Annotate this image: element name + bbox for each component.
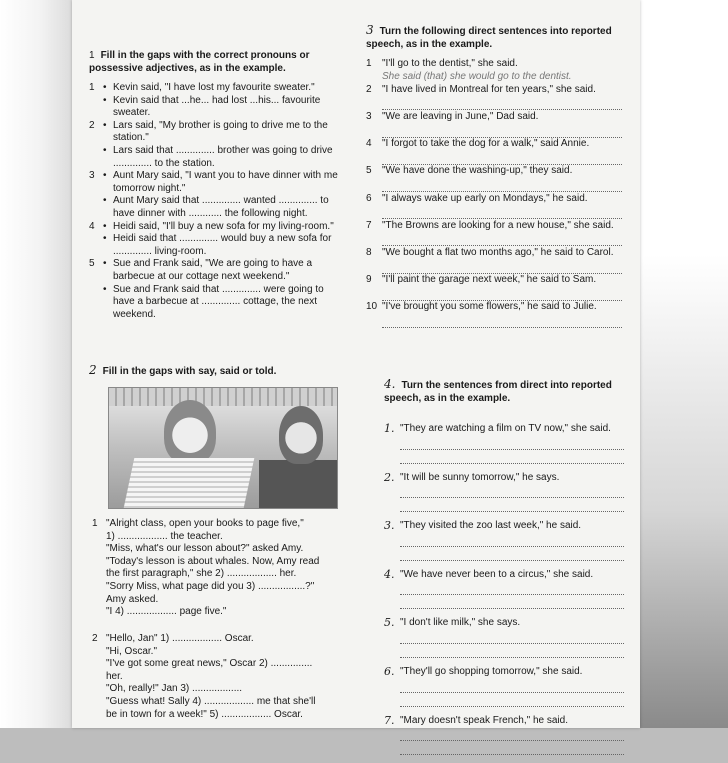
- answer-line[interactable]: [400, 534, 624, 547]
- spacer: [89, 145, 103, 170]
- answer-line[interactable]: [382, 261, 622, 274]
- dialogue-2-number: 2: [92, 633, 98, 644]
- dialogue-line: the first paragraph," she 2) .................. her.: [106, 568, 297, 580]
- answer-line[interactable]: [400, 645, 624, 658]
- dialogue-line: "Sorry Miss, what page did you 3) .................?": [106, 580, 315, 592]
- ex4-item-number: 5.: [384, 616, 395, 630]
- bullet: •: [103, 94, 107, 106]
- ex1-item-gap-text: Aunt Mary said that .............. wanted .............. to have dinner with ............ the following night.: [113, 195, 329, 219]
- ex3-item-sentence: "I forgot to take the dog for a walk," said Annie.: [382, 138, 590, 150]
- ex4-item: [384, 472, 624, 513]
- exercise-1-items: [89, 82, 345, 321]
- bullet: •: [103, 220, 107, 232]
- exercise-3-title: Turn the following direct sentences into reported speech, as in the example.: [366, 26, 612, 50]
- ex3-item-number: 3: [366, 110, 372, 122]
- dialogue-line: 1) .................. the teacher.: [106, 530, 223, 542]
- ex4-item-sentence: "I don't like milk," she says.: [400, 617, 521, 629]
- ex1-item-gap-text: Heidi said that .............. would buy a new sofa for .............. living-room.: [113, 233, 332, 257]
- answer-line[interactable]: [382, 152, 622, 165]
- ex4-item-sentence: "They are watching a film on TV now," she said.: [400, 423, 611, 434]
- ex3-item: [366, 193, 622, 220]
- ex3-item-number: 2: [366, 83, 372, 95]
- exercise-1: [89, 49, 345, 321]
- exercise-2: [89, 364, 345, 378]
- ex4-item-number: 4.: [384, 567, 395, 581]
- ex1-item-number: 3: [89, 170, 95, 182]
- exercise-2-heading: [89, 364, 345, 378]
- dialogue-line: "Guess what! Sally 4) .................. me that she'll: [106, 695, 316, 707]
- scan-left-margin: [0, 0, 72, 728]
- exercise-4-title: Turn the sentences from direct into reported speech, as in the example.: [384, 380, 612, 404]
- ex1-item-reported: [89, 195, 345, 220]
- ex4-item: [384, 666, 624, 707]
- ex3-item-sentence: "I'll paint the garage next week," he said to Sam.: [382, 274, 597, 286]
- dialogue-line: "I've got some great news," Oscar 2) ...............: [106, 658, 313, 670]
- ex1-item-direct: [89, 120, 345, 145]
- ex3-item-number: 4: [366, 138, 372, 150]
- dialogue-line: "Miss, what's our lesson about?" asked Amy.: [106, 543, 304, 555]
- dialogue-line: "I 4) .................. page five.": [106, 606, 227, 618]
- bullet: •: [103, 195, 107, 207]
- ex4-item: [384, 423, 624, 464]
- ex1-item-reported: [89, 284, 345, 322]
- spacer: [89, 195, 103, 220]
- ex4-item-number: 3.: [384, 519, 395, 533]
- ex1-item-direct-text: Lars said, "My brother is going to drive me to the station.": [113, 119, 328, 144]
- scan-right-margin: [640, 0, 728, 728]
- ex3-item: [366, 247, 622, 274]
- exercise-4-number: 4.: [384, 377, 396, 391]
- answer-line[interactable]: [382, 288, 622, 301]
- answer-line[interactable]: [382, 125, 622, 138]
- exercise-3-number: 3: [366, 23, 374, 37]
- ex3-example-answer: She said (that) she would go to the dentist.: [382, 70, 572, 82]
- exercise-1-number: 1: [89, 50, 95, 61]
- answer-line[interactable]: [400, 596, 624, 609]
- ex1-item-direct-text: Kevin said, "I have lost my favourite sweater.": [113, 82, 315, 93]
- dialogue-line: Amy asked.: [106, 593, 159, 605]
- ex1-item-direct-text: Heidi said, "I'll buy a new sofa for my living-room.": [113, 220, 334, 232]
- ex1-item-gap-text: Kevin said that ...he... had lost ...his... favourite sweater.: [113, 94, 321, 119]
- ex4-item: [384, 715, 624, 756]
- ex4-item-number: 6.: [384, 664, 395, 678]
- photo-girl-right: [279, 406, 323, 464]
- classroom-photo: [108, 387, 338, 509]
- answer-line[interactable]: [400, 485, 624, 498]
- answer-line[interactable]: [400, 728, 624, 741]
- ex3-item-sentence: "We have done the washing-up," they said.: [382, 165, 573, 177]
- ex1-item-number: 5: [89, 258, 95, 270]
- ex1-item-number: 2: [89, 119, 95, 131]
- dialogue-line: "Oh, really!" Jan 3) ..................: [106, 683, 243, 695]
- answer-line[interactable]: [382, 97, 622, 110]
- ex3-item-number: 7: [366, 219, 372, 231]
- ex3-item-number: 6: [366, 192, 372, 204]
- ex4-item-number: 1.: [384, 422, 395, 435]
- spacer: [89, 95, 103, 120]
- ex4-item-number: 2.: [384, 470, 395, 484]
- ex4-item: [384, 617, 624, 658]
- answer-line[interactable]: [400, 548, 624, 561]
- ex3-item-number: 9: [366, 274, 372, 286]
- ex1-item-reported: [89, 95, 345, 120]
- ex1-item-reported: [89, 233, 345, 258]
- ex1-item-direct: [89, 82, 345, 95]
- bullet: •: [103, 258, 107, 270]
- answer-line[interactable]: [400, 582, 624, 595]
- bullet: •: [103, 82, 107, 93]
- answer-line[interactable]: [400, 631, 624, 644]
- exercise-4-items: [384, 423, 624, 755]
- bullet: •: [103, 233, 107, 245]
- ex4-item-sentence: "We have never been to a circus," she said.: [400, 568, 594, 580]
- answer-line[interactable]: [400, 742, 624, 755]
- ex3-item-number: 5: [366, 165, 372, 177]
- dialogue-line: "Hi, Oscar.": [106, 645, 157, 657]
- answer-line[interactable]: [382, 233, 622, 246]
- spacer: [89, 284, 103, 322]
- answer-line[interactable]: [382, 179, 622, 192]
- ex3-item-sentence: "We are leaving in June," Dad said.: [382, 110, 539, 122]
- ex4-item-sentence: "They visited the zoo last week," he said.: [400, 520, 582, 532]
- ex1-item-number: 4: [89, 220, 95, 232]
- ex1-item-direct-text: Aunt Mary said, "I want you to have dinner with me tomorrow night.": [113, 170, 338, 194]
- bullet: •: [103, 170, 107, 182]
- ex3-item: [366, 301, 622, 328]
- ex4-item-sentence: "Mary doesn't speak French," he said.: [400, 714, 568, 726]
- ex3-item-sentence: "The Browns are looking for a new house," she said.: [382, 219, 614, 231]
- ex3-item-number: 1: [366, 58, 372, 69]
- photo-book: [124, 458, 255, 508]
- ex4-item-sentence: "It will be sunny tomorrow," he says.: [400, 471, 560, 483]
- ex3-item-number: 8: [366, 246, 372, 258]
- ex4-item: [384, 520, 624, 561]
- dialogue-line: her.: [106, 670, 123, 682]
- exercise-1-heading: [89, 49, 345, 75]
- photo-window-blind: [109, 388, 337, 406]
- answer-line[interactable]: [400, 451, 624, 464]
- answer-line[interactable]: [382, 206, 622, 219]
- bullet: •: [103, 144, 107, 156]
- ex3-item: [366, 111, 622, 138]
- exercise-2-dialogue-1: [92, 518, 348, 619]
- exercise-4-heading: [384, 378, 624, 405]
- dialogue-line: be in town for a week!" 5) .................. Oscar.: [106, 708, 303, 720]
- ex4-item-number: 7.: [384, 713, 395, 727]
- exercise-2-number: 2: [89, 363, 97, 377]
- ex1-item-direct-text: Sue and Frank said, "We are going to have a barbecue at our cottage next weekend.": [113, 258, 313, 282]
- exercise-1-title: Fill in the gaps with the correct pronouns or possessive adjectives, as in the example.: [89, 50, 310, 74]
- ex3-item-sentence: "I always wake up early on Mondays," he said.: [382, 192, 588, 204]
- bullet: •: [103, 283, 107, 295]
- answer-line[interactable]: [400, 694, 624, 707]
- exercise-3-heading: [366, 24, 622, 51]
- dialogue-1-number: 1: [92, 518, 98, 529]
- ex3-item: [366, 138, 622, 165]
- dialogue-line: "Hello, Jan" 1) .................. Oscar.: [106, 633, 254, 644]
- ex4-item-sentence: "They'll go shopping tomorrow," she said.: [400, 665, 583, 677]
- ex1-item-reported: [89, 145, 345, 170]
- exercise-2-title: Fill in the gaps with say, said or told.: [102, 366, 277, 377]
- ex3-item: [366, 165, 622, 192]
- ex3-item-number: 10: [366, 301, 378, 313]
- ex3-item: [366, 58, 622, 83]
- answer-line[interactable]: [400, 680, 624, 693]
- ex3-item: [366, 220, 622, 247]
- ex3-item-sentence: "We bought a flat two months ago," he said to Carol.: [382, 246, 614, 258]
- ex1-item-direct: [89, 170, 345, 195]
- answer-line[interactable]: [400, 499, 624, 512]
- ex1-item-direct: [89, 221, 345, 234]
- photo-girl-right-body: [259, 460, 337, 509]
- answer-line[interactable]: [400, 437, 624, 450]
- ex3-item-sentence: "I'll go to the dentist," she said.: [382, 58, 518, 69]
- spacer: [89, 233, 103, 258]
- ex1-item-gap-text: Lars said that .............. brother was going to drive .............. to the station.: [113, 144, 333, 169]
- dialogue-line: "Today's lesson is about whales. Now, Amy read: [106, 555, 320, 567]
- ex3-item-sentence: "I've brought you some flowers," he said to Julie.: [382, 301, 597, 313]
- bullet: •: [103, 119, 107, 131]
- exercise-4: [384, 378, 624, 763]
- ex4-item: [384, 569, 624, 610]
- ex1-item-gap-text: Sue and Frank said that .............. were going to have a barbecue at .............. cottage, the next weekend.: [113, 283, 324, 320]
- ex1-item-number: 1: [89, 82, 95, 93]
- ex3-item-sentence: "I have lived in Montreal for ten years," she said.: [382, 83, 596, 95]
- ex3-item: [366, 84, 622, 111]
- exercise-2-dialogue-2: [92, 633, 348, 721]
- photo-girl-left: [164, 400, 216, 464]
- dialogue-line: "Alright class, open your books to page five,": [106, 518, 304, 529]
- exercise-3: [366, 24, 622, 328]
- answer-line[interactable]: [382, 315, 622, 328]
- ex3-item: [366, 274, 622, 301]
- ex1-item-direct: [89, 258, 345, 283]
- exercise-3-items: [366, 58, 622, 328]
